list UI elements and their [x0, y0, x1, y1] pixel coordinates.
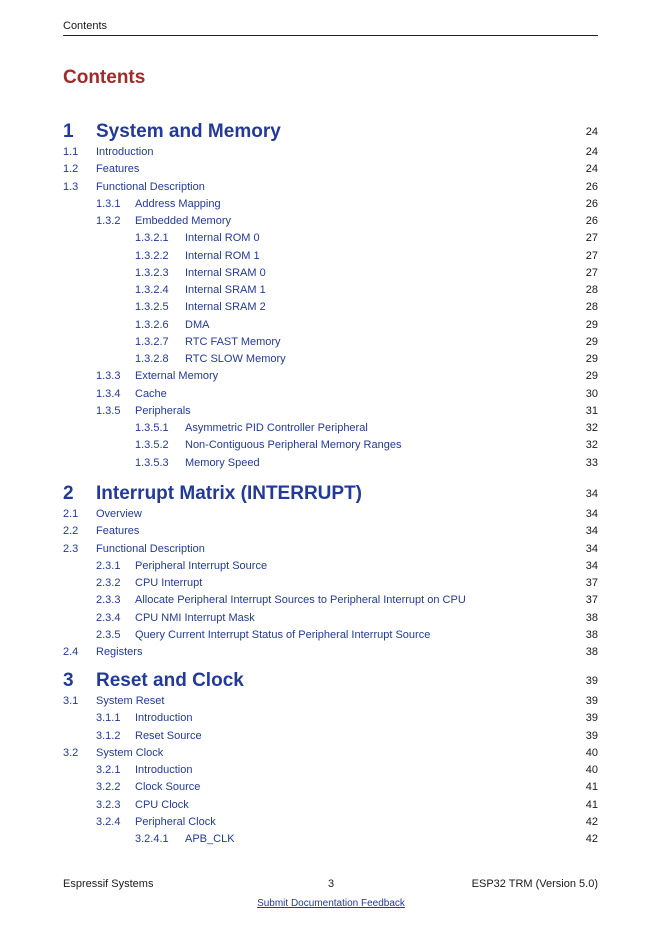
- toc-page-number: 39: [585, 712, 598, 725]
- toc-number: 2.3.5: [96, 628, 121, 641]
- toc-page-number: 31: [585, 404, 598, 417]
- toc-chapter[interactable]: [63, 120, 598, 144]
- toc-page-number: 34: [585, 559, 598, 572]
- toc-page-number: 24: [585, 126, 598, 138]
- toc-number: 1.2: [63, 163, 79, 176]
- toc-number: 1.3.2.1: [135, 232, 169, 245]
- toc-title[interactable]: Peripherals: [135, 404, 191, 417]
- toc-page-number: 26: [585, 180, 598, 193]
- toc-entry[interactable]: [63, 644, 598, 661]
- toc-entry[interactable]: [63, 797, 598, 814]
- toc-page-number: 40: [585, 746, 598, 759]
- toc-number: 1.3.4: [96, 387, 121, 400]
- toc-number: 3.2: [63, 746, 79, 759]
- toc-title[interactable]: System and Memory: [96, 121, 281, 142]
- toc-page-number: 34: [585, 508, 598, 520]
- toc-title[interactable]: DMA: [185, 318, 210, 331]
- toc-entry[interactable]: [63, 575, 598, 592]
- toc-page-number: 39: [585, 675, 598, 687]
- toc-title[interactable]: Overview: [96, 508, 142, 520]
- toc-number: 2.3: [63, 542, 79, 555]
- toc-title[interactable]: RTC SLOW Memory: [185, 353, 286, 365]
- running-header-text: Contents: [63, 20, 108, 32]
- toc-number: 3: [63, 670, 74, 691]
- toc-title[interactable]: Reset Source: [135, 729, 202, 742]
- toc-chapter[interactable]: [63, 482, 598, 506]
- toc-title[interactable]: Reset and Clock: [96, 670, 244, 691]
- toc-title[interactable]: RTC FAST Memory: [185, 335, 281, 348]
- toc-title[interactable]: Allocate Peripheral Interrupt Sources to Peripheral Interrupt on CPU: [135, 594, 466, 607]
- toc-page-number: 38: [585, 611, 598, 624]
- toc-title[interactable]: Peripheral Clock: [135, 815, 216, 828]
- toc-entry[interactable]: [63, 351, 598, 368]
- toc-number: 3.2.2: [96, 781, 121, 794]
- toc-title[interactable]: Non-Contiguous Peripheral Memory Ranges: [185, 439, 402, 452]
- toc-title[interactable]: Interrupt Matrix (INTERRUPT): [96, 483, 362, 504]
- toc-title[interactable]: Peripheral Interrupt Source: [135, 559, 268, 572]
- toc-page-number: 41: [585, 781, 598, 794]
- toc-title[interactable]: Introduction: [96, 146, 154, 158]
- toc-title[interactable]: Cache: [135, 387, 167, 400]
- toc-title[interactable]: Internal SRAM 1: [185, 284, 266, 296]
- toc-title[interactable]: CPU NMI Interrupt Mask: [135, 611, 255, 624]
- toc-entry[interactable]: [63, 779, 598, 796]
- toc-number: 1.3.5.2: [135, 439, 169, 452]
- toc-number: 1.3.5: [96, 404, 121, 417]
- toc-page-number: 26: [585, 215, 598, 227]
- toc-page-number: 42: [585, 833, 598, 845]
- toc-number: 1.3.5.3: [135, 456, 169, 469]
- toc-number: 1: [63, 121, 74, 142]
- toc-number: 2: [63, 483, 74, 504]
- toc-page-number: 30: [585, 387, 598, 400]
- toc-page-number: 33: [585, 456, 598, 469]
- toc-title[interactable]: Functional Description: [96, 180, 205, 193]
- toc-number: 2.4: [63, 646, 79, 658]
- toc-entry[interactable]: [63, 814, 598, 831]
- toc-number: 3.2.4.1: [135, 833, 169, 845]
- toc-entry[interactable]: [63, 420, 598, 437]
- toc-page-number: 29: [585, 370, 598, 383]
- toc-title[interactable]: External Memory: [135, 370, 219, 383]
- footer-company: Espressif Systems: [63, 878, 154, 890]
- toc-page-number: 26: [585, 197, 598, 210]
- toc-title[interactable]: Internal SRAM 0: [185, 266, 266, 279]
- toc-title[interactable]: Functional Description: [96, 542, 205, 555]
- toc-page-number: 42: [585, 815, 598, 828]
- toc-page-number: 34: [585, 525, 598, 538]
- toc-entry[interactable]: [63, 506, 598, 523]
- footer-feedback: [0, 893, 662, 911]
- toc-page-number: 39: [585, 695, 598, 707]
- toc-page-number: 37: [585, 577, 598, 589]
- toc-title[interactable]: Memory Speed: [185, 456, 260, 469]
- running-header: [63, 20, 598, 36]
- toc-entry[interactable]: [63, 334, 598, 351]
- feedback-link[interactable]: Submit Documentation Feedback: [257, 898, 405, 909]
- toc-number: 1.1: [63, 146, 79, 158]
- toc-entry[interactable]: [63, 179, 598, 196]
- toc-entry[interactable]: [63, 386, 598, 403]
- toc-number: 1.3.3: [96, 370, 121, 383]
- toc-page-number: 29: [585, 318, 598, 331]
- toc-number: 1.3.1: [96, 197, 121, 210]
- toc-title[interactable]: Features: [96, 525, 140, 538]
- toc-number: 2.1: [63, 508, 79, 520]
- toc-number: 1.3: [63, 180, 79, 193]
- toc-title[interactable]: System Reset: [96, 695, 165, 707]
- toc-entry[interactable]: [63, 455, 598, 472]
- toc-number: 2.3.3: [96, 594, 121, 607]
- toc-title[interactable]: System Clock: [96, 746, 164, 759]
- toc-number: 3.2.3: [96, 798, 121, 811]
- toc-title[interactable]: Introduction: [135, 764, 193, 776]
- toc-title[interactable]: Introduction: [135, 712, 193, 725]
- toc-entry[interactable]: [63, 403, 598, 420]
- toc-page-number: 29: [585, 353, 598, 365]
- toc-page-number: 38: [585, 646, 598, 658]
- toc-number: 1.3.2.2: [135, 249, 169, 262]
- toc-number: 1.3.2.8: [135, 353, 169, 365]
- toc-title[interactable]: Embedded Memory: [135, 215, 231, 227]
- toc-number: 3.2.1: [96, 764, 121, 776]
- toc-entry[interactable]: [63, 523, 598, 540]
- toc-page-number: 38: [585, 628, 598, 641]
- toc-page-number: 29: [585, 335, 598, 348]
- toc-page-number: 39: [585, 729, 598, 742]
- toc-number: 1.3.2.6: [135, 318, 169, 331]
- toc-entry[interactable]: [63, 592, 598, 609]
- toc-title[interactable]: CPU Interrupt: [135, 577, 203, 589]
- toc-entry[interactable]: [63, 693, 598, 710]
- toc-number: 3.1: [63, 695, 79, 707]
- toc-entry[interactable]: [63, 213, 598, 230]
- toc-entry[interactable]: [63, 161, 598, 178]
- toc-number: 1.3.2.3: [135, 266, 169, 279]
- toc-title[interactable]: Asymmetric PID Controller Peripheral: [185, 422, 368, 434]
- toc-page-number: 40: [585, 764, 598, 776]
- toc-number: 3.1.1: [96, 712, 121, 725]
- toc-page-number: 28: [585, 301, 598, 314]
- toc-page-number: 34: [585, 542, 598, 555]
- toc-entry[interactable]: [63, 710, 598, 727]
- toc-page-number: 27: [585, 266, 598, 279]
- toc-entry[interactable]: [63, 144, 598, 161]
- footer-doc-title: ESP32 TRM (Version 5.0): [471, 878, 598, 890]
- toc-entry[interactable]: [63, 299, 598, 316]
- toc-title[interactable]: Features: [96, 163, 140, 176]
- toc-title[interactable]: CPU Clock: [135, 798, 189, 811]
- toc-entry[interactable]: [63, 265, 598, 282]
- toc-entry[interactable]: [63, 230, 598, 247]
- toc-entry[interactable]: [63, 627, 598, 644]
- toc-number: 2.3.4: [96, 611, 121, 624]
- toc-number: 1.3.2.5: [135, 301, 169, 314]
- toc-title[interactable]: Internal ROM 1: [185, 249, 260, 262]
- toc-number: 1.3.5.1: [135, 422, 169, 434]
- toc-page-number: 24: [585, 163, 598, 176]
- toc-title[interactable]: Registers: [96, 646, 143, 658]
- toc-page-number: 32: [585, 439, 598, 452]
- toc-entry[interactable]: [63, 610, 598, 627]
- toc-title[interactable]: Address Mapping: [135, 197, 221, 210]
- toc-page-number: 28: [585, 284, 598, 296]
- toc-page-number: 37: [585, 594, 598, 607]
- toc-number: 1.3.2.7: [135, 335, 169, 348]
- toc-page-number: 32: [585, 422, 598, 434]
- toc-entry[interactable]: [63, 368, 598, 385]
- toc-entry[interactable]: [63, 437, 598, 454]
- toc-page-number: 24: [585, 146, 598, 158]
- toc-page-number: 41: [585, 798, 598, 811]
- toc-number: 2.2: [63, 525, 79, 538]
- toc-title[interactable]: Internal SRAM 2: [185, 301, 266, 314]
- toc-entry[interactable]: [63, 728, 598, 745]
- toc-number: 1.3.2: [96, 215, 121, 227]
- toc-chapter[interactable]: [63, 669, 598, 693]
- toc-entry[interactable]: [63, 248, 598, 265]
- toc-page-number: 27: [585, 232, 598, 245]
- toc-number: 2.3.2: [96, 577, 121, 589]
- toc-number: 3.2.4: [96, 815, 121, 828]
- footer-page-number: 3: [327, 878, 335, 890]
- toc-entry[interactable]: [63, 317, 598, 334]
- toc-title[interactable]: Query Current Interrupt Status of Peripheral Interrupt Source: [135, 628, 431, 641]
- page-title: Contents: [63, 67, 146, 88]
- toc-number: 2.3.1: [96, 559, 121, 572]
- toc-number: 3.1.2: [96, 729, 121, 742]
- toc-number: 1.3.2.4: [135, 284, 169, 296]
- toc-title[interactable]: Internal ROM 0: [185, 232, 260, 245]
- toc-entry[interactable]: [63, 762, 598, 779]
- toc-entry[interactable]: [63, 282, 598, 299]
- toc-entry[interactable]: [63, 558, 598, 575]
- toc-entry[interactable]: [63, 745, 598, 762]
- toc-page-number: 34: [585, 488, 598, 500]
- toc-entry[interactable]: [63, 541, 598, 558]
- toc-title[interactable]: APB_CLK: [185, 833, 235, 845]
- toc-title[interactable]: Clock Source: [135, 781, 201, 794]
- toc-page-number: 27: [585, 249, 598, 262]
- toc-entry[interactable]: [63, 196, 598, 213]
- toc-entry[interactable]: [63, 831, 598, 848]
